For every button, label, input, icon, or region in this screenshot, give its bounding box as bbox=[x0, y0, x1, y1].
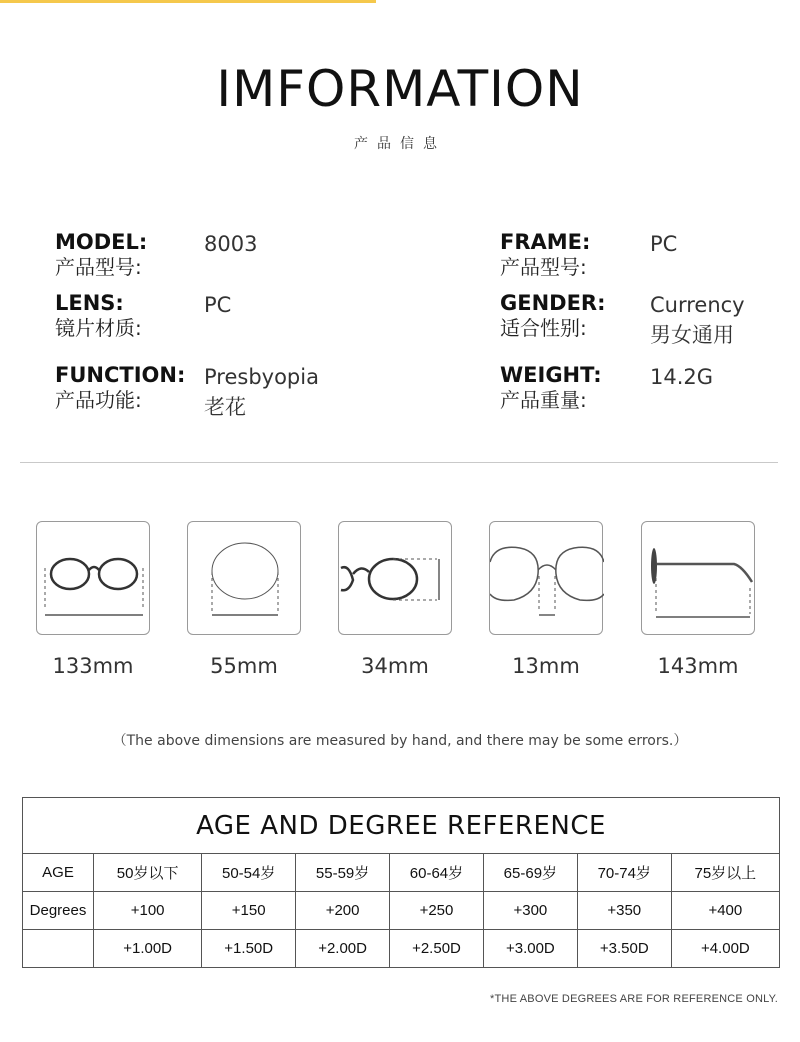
table-cell: +350 bbox=[577, 892, 671, 930]
spec-label-cn: 产品功能: bbox=[55, 388, 142, 412]
temple-length-icon bbox=[641, 521, 755, 635]
table-cell: +2.50D bbox=[390, 930, 484, 968]
table-cell: +150 bbox=[202, 892, 296, 930]
top-accent-bar bbox=[0, 0, 376, 3]
spec-label-en: LENS: bbox=[55, 291, 124, 315]
frame-width-icon bbox=[36, 521, 150, 635]
row-header: AGE bbox=[23, 854, 94, 892]
spec-label-en: MODEL: bbox=[55, 230, 148, 254]
spec-value-cn: 男女通用 bbox=[650, 323, 734, 347]
table-title: AGE AND DEGREE REFERENCE bbox=[23, 798, 780, 854]
dimension-label: 143mm bbox=[657, 654, 739, 678]
age-degree-table bbox=[22, 797, 780, 968]
table-cell: 75岁以上 bbox=[671, 854, 779, 892]
page-subtitle: 产品信息 bbox=[354, 136, 446, 152]
spec-weight bbox=[500, 363, 714, 413]
dimension-label: 34mm bbox=[361, 654, 429, 678]
table-cell: +1.50D bbox=[202, 930, 296, 968]
table-row-age bbox=[23, 854, 780, 892]
dimension-label: 55mm bbox=[210, 654, 278, 678]
spec-label-en: WEIGHT: bbox=[500, 363, 602, 387]
dimension-label: 133mm bbox=[52, 654, 134, 678]
reference-footnote: *THE ABOVE DEGREES ARE FOR REFERENCE ONLY. bbox=[490, 993, 778, 1005]
spec-label-cn: 适合性别: bbox=[500, 316, 587, 340]
table-cell: 70-74岁 bbox=[577, 854, 671, 892]
table-cell: +400 bbox=[671, 892, 779, 930]
dimension-label: 13mm bbox=[512, 654, 580, 678]
spec-label-cn: 产品重量: bbox=[500, 388, 587, 412]
spec-value: 8003 bbox=[204, 232, 258, 256]
spec-model bbox=[55, 230, 258, 280]
table-row-diopters bbox=[23, 930, 780, 968]
spec-label-en: FUNCTION: bbox=[55, 363, 186, 387]
spec-label-en: GENDER: bbox=[500, 291, 606, 315]
lens-height-icon bbox=[338, 521, 452, 635]
table-cell: +4.00D bbox=[671, 930, 779, 968]
spec-lens bbox=[55, 291, 232, 341]
row-header: Degrees bbox=[23, 892, 94, 930]
table-cell: +100 bbox=[94, 892, 202, 930]
spec-function bbox=[55, 363, 319, 419]
spec-label-en: FRAME: bbox=[500, 230, 591, 254]
table-cell: 50岁以下 bbox=[94, 854, 202, 892]
table-cell: 50-54岁 bbox=[202, 854, 296, 892]
spec-value-cn: 老花 bbox=[204, 395, 246, 419]
measurement-note: （The above dimensions are measured by hand, and there may be some errors.） bbox=[112, 733, 688, 749]
table-cell: +3.00D bbox=[483, 930, 577, 968]
spec-frame bbox=[500, 230, 678, 280]
table-title-row bbox=[23, 798, 780, 854]
page-title: IMFORMATION bbox=[216, 60, 584, 118]
table-cell: +200 bbox=[296, 892, 390, 930]
table-cell: +3.50D bbox=[577, 930, 671, 968]
spec-value: Currency bbox=[650, 293, 745, 317]
spec-value: Presbyopia bbox=[204, 365, 319, 389]
spec-label-cn: 产品型号: bbox=[500, 255, 587, 279]
table-cell: +250 bbox=[390, 892, 484, 930]
table-cell: 65-69岁 bbox=[483, 854, 577, 892]
table-cell: +2.00D bbox=[296, 930, 390, 968]
lens-width-icon bbox=[187, 521, 301, 635]
spec-gender bbox=[500, 291, 745, 347]
row-header bbox=[23, 930, 94, 968]
spec-label-cn: 镜片材质: bbox=[55, 316, 142, 340]
spec-value: 14.2G bbox=[650, 365, 714, 389]
bridge-width-icon bbox=[489, 521, 603, 635]
table-cell: +1.00D bbox=[94, 930, 202, 968]
table-cell: +300 bbox=[483, 892, 577, 930]
table-cell: 60-64岁 bbox=[390, 854, 484, 892]
spec-value: PC bbox=[650, 232, 678, 256]
spec-label-cn: 产品型号: bbox=[55, 255, 142, 279]
spec-value: PC bbox=[204, 293, 232, 317]
table-cell: 55-59岁 bbox=[296, 854, 390, 892]
section-divider bbox=[20, 462, 778, 463]
table-row-degrees bbox=[23, 892, 780, 930]
